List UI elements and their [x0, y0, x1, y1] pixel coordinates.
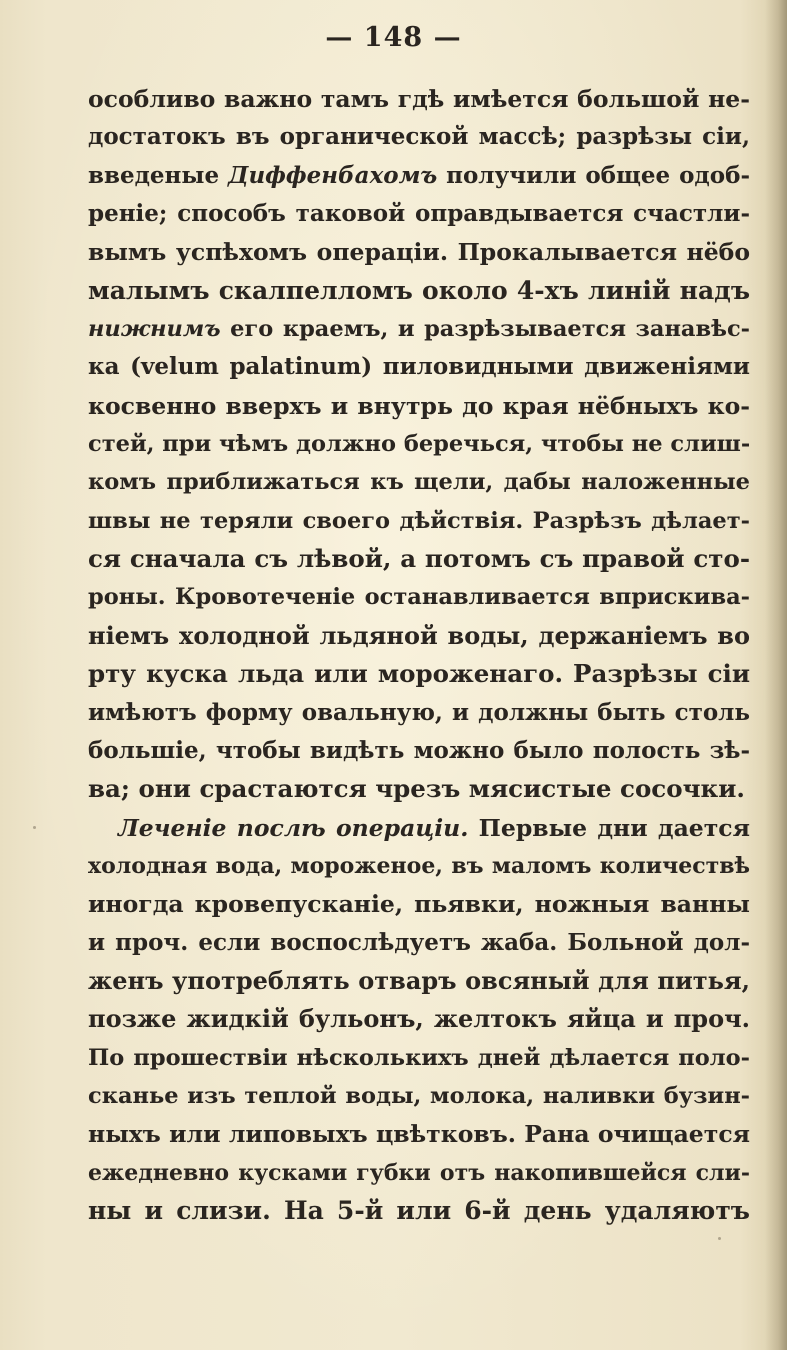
italic-name: Диффенбахомъ: [228, 161, 438, 189]
text-line: ны и слизи. На 5-й или 6-й день удаляютъ: [88, 1195, 750, 1225]
text-line: ежедневно кусками губки отъ накопившейся сли-: [88, 1159, 750, 1186]
text-line: швы не теряли своего дѣйствія. Разрѣзъ дѣлает-: [88, 507, 750, 534]
text-line: По прошествіи нѣсколькихъ дней дѣлается поло-: [88, 1044, 750, 1071]
page-number: — 148 —: [325, 22, 462, 53]
text-line: комъ приближаться къ щели, дабы наложенные: [88, 469, 750, 496]
text-line: вымъ успѣхомъ операціи. Прокалывается нёбо: [88, 238, 750, 267]
paper-speck: [33, 826, 36, 829]
paragraph-end-line: ва; они срастаются чрезъ мясистые сосочки.: [88, 774, 745, 804]
paper-speck: [718, 1237, 721, 1240]
text-line: ся сначала съ лѣвой, а потомъ съ правой сто-: [88, 544, 750, 574]
text-line: рту куска льда или мороженаго. Разрѣзы сіи: [88, 659, 750, 689]
text-line: малымъ скалпелломъ около 4-хъ линій надъ: [88, 275, 750, 305]
text-line: и проч. если воспослѣдуетъ жаба. Больной дол-: [88, 928, 750, 956]
text-line: косвенно вверхъ и внутрь до края нёбныхъ ко-: [88, 391, 750, 420]
text-line: позже жидкій бульонъ, желтокъ яйца и проч.: [88, 1004, 750, 1034]
text-line: нижнимъ его краемъ, и разрѣзывается занавѣс-: [88, 316, 750, 343]
text-line: введеные Диффенбахомъ получили общее одоб-: [88, 161, 750, 189]
text-line: роны. Кровотеченіе останавливается вприскива-: [88, 584, 750, 611]
text-line: ныхъ или липовыхъ цвѣтковъ. Рана очищается: [88, 1120, 750, 1149]
text-line: стей, при чѣмъ должно беречься, чтобы не слиш-: [88, 431, 751, 458]
section-heading-line: Леченіе послѣ операціи. Первые дни дается: [118, 813, 750, 842]
section-heading: Леченіе послѣ операціи.: [118, 813, 469, 842]
text-line: ка (velum palatinum) пиловидными движеніями: [88, 353, 750, 381]
text-line: особливо важно тамъ гдѣ имѣется большой не-: [88, 85, 750, 113]
text-line: реніе; способъ таковой оправдывается счастли-: [88, 200, 750, 228]
text-line: большіе, чтобы видѣть можно было полость зѣ-: [88, 736, 750, 764]
text-line: иногда кровепусканіе, пьявки, ножныя ванны: [88, 890, 750, 919]
text-line: сканье изъ теплой воды, молока, наливки бузин-: [88, 1082, 750, 1109]
text-line: ніемъ холодной льдяной воды, держаніемъ во: [88, 620, 750, 650]
italic-emphasis: нижнимъ: [88, 316, 221, 343]
text-line: достатокъ въ органической массѣ; разрѣзы сіи,: [88, 123, 750, 151]
body-text: [88, 80, 750, 1230]
spine-shadow: [765, 0, 787, 1350]
text-line: женъ употреблять отваръ овсяный для питья,: [88, 965, 750, 995]
text-line: имѣютъ форму овальную, и должны быть столь: [88, 698, 750, 726]
text-line: холодная вода, мороженое, въ маломъ количествѣ: [88, 852, 750, 879]
